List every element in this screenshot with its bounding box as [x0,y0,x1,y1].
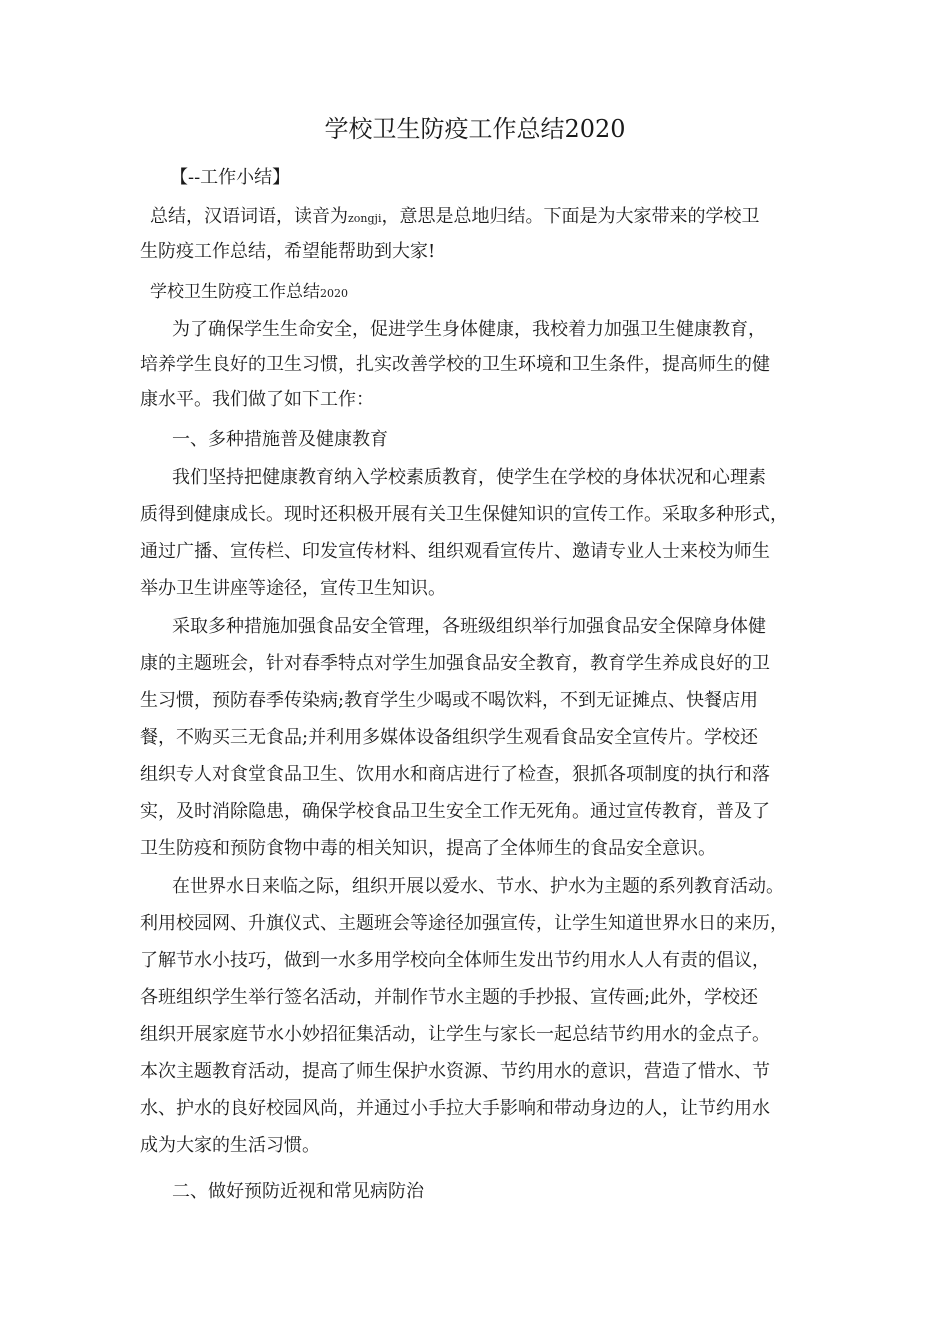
paragraph-line: 水、护水的良好校园风尚，并通过小手拉大手影响和带动身边的人，让节约用水 [140,1098,770,1119]
paragraph-line: 培养学生良好的卫生习惯，扎实改善学校的卫生环境和卫生条件，提高师生的健 [140,354,770,375]
paragraph-line: 成为大家的生活习惯。 [140,1135,320,1156]
paragraph-line: 各班组织学生举行签名活动，并制作节水主题的手抄报、宣传画;此外，学校还 [140,987,759,1008]
paragraph-line: 采取多种措施加强食品安全管理，各班级组织举行加强食品安全保障身体健 [172,616,766,637]
paragraph-line: 生习惯，预防春季传染病;教育学生少喝或不喝饮料，不到无证摊点、快餐店用 [140,690,759,711]
paragraph-line: 实，及时消除隐患，确保学校食品卫生安全工作无死角。通过宣传教育，普及了 [140,801,770,822]
paragraph-line: 举办卫生讲座等途径，宣传卫生知识。 [140,578,446,599]
pinyin-text: zongji [348,212,382,225]
subtitle-year: 2020 [320,287,348,300]
paragraph-line: 本次主题教育活动，提高了师生保护水资源、节约用水的意识，营造了惜水、节 [140,1061,770,1082]
paragraph-line: 康水平。我们做了如下工作： [140,389,374,410]
intro-line-1 [150,205,759,231]
paragraph-line: 在世界水日来临之际，组织开展以爱水、节水、护水为主题的系列教育活动。 [172,876,784,897]
section-heading-1: 一、多种措施普及健康教育 [172,429,388,450]
paragraph-line: 为了确保学生生命安全，促进学生身体健康，我校着力加强卫生健康教育， [172,319,766,340]
paragraph-line: 我们坚持把健康教育纳入学校素质教育，使学生在学校的身体状况和心理素 [172,467,766,488]
paragraph-line: 了解节水小技巧，做到一水多用学校向全体师生发出节约用水人人有责的倡议， [140,950,770,971]
paragraph-line: 组织开展家庭节水小妙招征集活动，让学生与家长一起总结节约用水的金点子。 [140,1024,770,1045]
intro-line-2: 生防疫工作总结，希望能帮助到大家! [140,241,436,262]
paragraph-line: 通过广播、宣传栏、印发宣传材料、组织观看宣传片、邀请专业人士来校为师生 [140,541,770,562]
subtitle-text: 学校卫生防疫工作总结 [150,282,320,302]
category-tag: 【--工作小结】 [170,167,291,188]
paragraph-line: 质得到健康成长。现时还积极开展有关卫生保健知识的宣传工作。采取多种形式， [140,504,788,525]
intro-text-a: 总结，汉语词语，读音为 [150,206,348,227]
intro-text-b: ，意思是总地归结。下面是为大家带来的学校卫 [381,206,760,227]
paragraph-line: 利用校园网、升旗仪式、主题班会等途径加强宣传，让学生知道世界水日的来历， [140,913,788,934]
paragraph-line: 餐，不购买三无食品;并利用多媒体设备组织学生观看食品安全宣传片。学校还 [140,727,759,748]
document-title: 学校卫生防疫工作总结2020 [324,115,626,143]
section-heading-2: 二、做好预防近视和常见病防治 [172,1181,424,1202]
paragraph-line: 卫生防疫和预防食物中毒的相关知识，提高了全体师生的食品安全意识。 [140,838,716,859]
subtitle [150,280,348,306]
paragraph-line: 康的主题班会，针对春季特点对学生加强食品安全教育，教育学生养成良好的卫 [140,653,770,674]
paragraph-line: 组织专人对食堂食品卫生、饮用水和商店进行了检查，狠抓各项制度的执行和落 [140,764,770,785]
